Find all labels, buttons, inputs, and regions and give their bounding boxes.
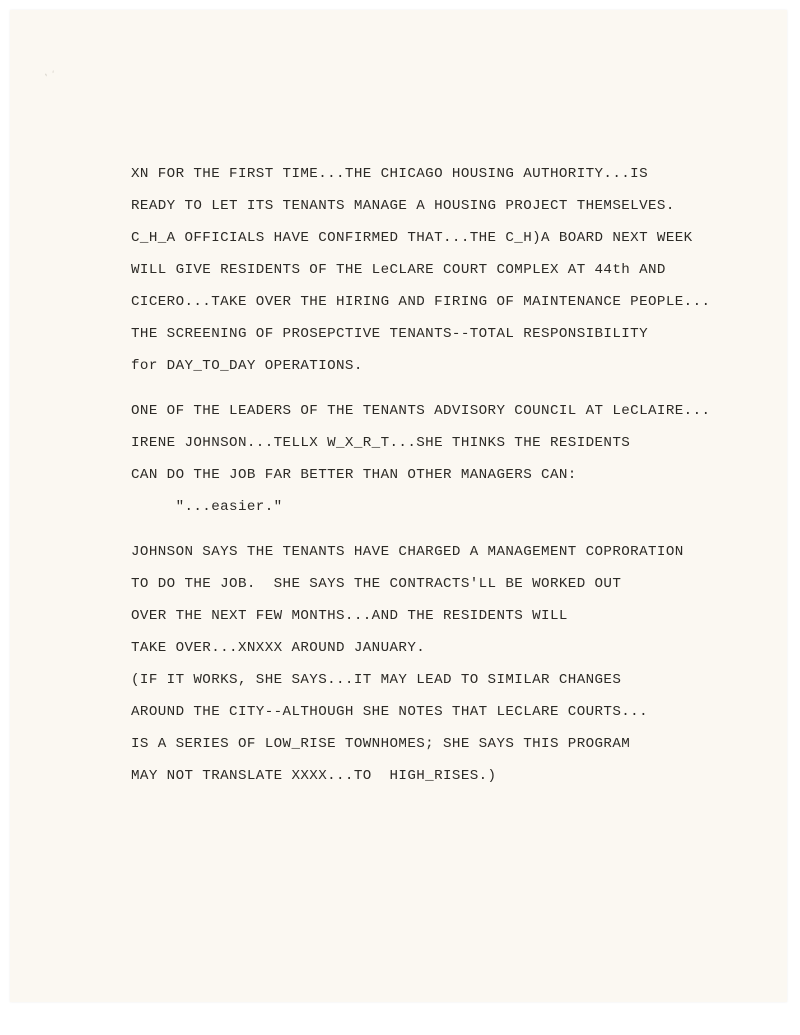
paragraph-1 — [131, 158, 771, 382]
text-line: JOHNSON SAYS THE TENANTS HAVE CHARGED A MANAGEMENT COPRORATION — [131, 544, 684, 560]
text-line: WILL GIVE RESIDENTS OF THE LeCLARE COURT COMPLEX AT 44th AND — [131, 262, 666, 278]
text-line: OVER THE NEXT FEW MONTHS...AND THE RESIDENTS WILL — [131, 608, 568, 624]
text-line: for DAY_TO_DAY OPERATIONS. — [131, 358, 363, 374]
text-line: IS A SERIES OF LOW_RISE TOWNHOMES; SHE SAYS THIS PROGRAM — [131, 736, 631, 752]
typed-text-body — [131, 158, 771, 792]
paragraph-3 — [131, 536, 771, 664]
paragraph-4 — [131, 664, 771, 792]
text-line: THE SCREENING OF PROSEPCTIVE TENANTS--TOTAL RESPONSIBILITY — [131, 326, 649, 342]
paragraph-gap — [131, 523, 771, 536]
text-line: MAY NOT TRANSLATE XXXX...TO HIGH_RISES.) — [131, 768, 497, 784]
text-line: XN FOR THE FIRST TIME...THE CHICAGO HOUSING AUTHORITY...IS — [131, 166, 649, 182]
text-line: ONE OF THE LEADERS OF THE TENANTS ADVISORY COUNCIL AT LeCLAIRE... — [131, 403, 711, 419]
text-line: TO DO THE JOB. SHE SAYS THE CONTRACTS'LL BE WORKED OUT — [131, 576, 622, 592]
text-line: CICERO...TAKE OVER THE HIRING AND FIRING OF MAINTENANCE PEOPLE... — [131, 294, 711, 310]
paragraph-2 — [131, 395, 771, 523]
text-line: IRENE JOHNSON...TELLX W_X_R_T...SHE THINKS THE RESIDENTS — [131, 435, 631, 451]
quote-line: "...easier." — [131, 499, 283, 515]
text-line: C_H_A OFFICIALS HAVE CONFIRMED THAT...THE C_H)A BOARD NEXT WEEK — [131, 230, 693, 246]
text-line: TAKE OVER...XNXXX AROUND JANUARY. — [131, 640, 426, 656]
text-line: READY TO LET ITS TENANTS MANAGE A HOUSING PROJECT THEMSELVES. — [131, 198, 675, 214]
pencil-mark: ‚ ˏ — [40, 62, 56, 79]
text-line: AROUND THE CITY--ALTHOUGH SHE NOTES THAT LECLARE COURTS... — [131, 704, 649, 720]
paragraph-gap — [131, 382, 771, 395]
text-line: CAN DO THE JOB FAR BETTER THAN OTHER MANAGERS CAN: — [131, 467, 577, 483]
text-line: (IF IT WORKS, SHE SAYS...IT MAY LEAD TO SIMILAR CHANGES — [131, 672, 622, 688]
typed-page — [10, 10, 787, 1002]
